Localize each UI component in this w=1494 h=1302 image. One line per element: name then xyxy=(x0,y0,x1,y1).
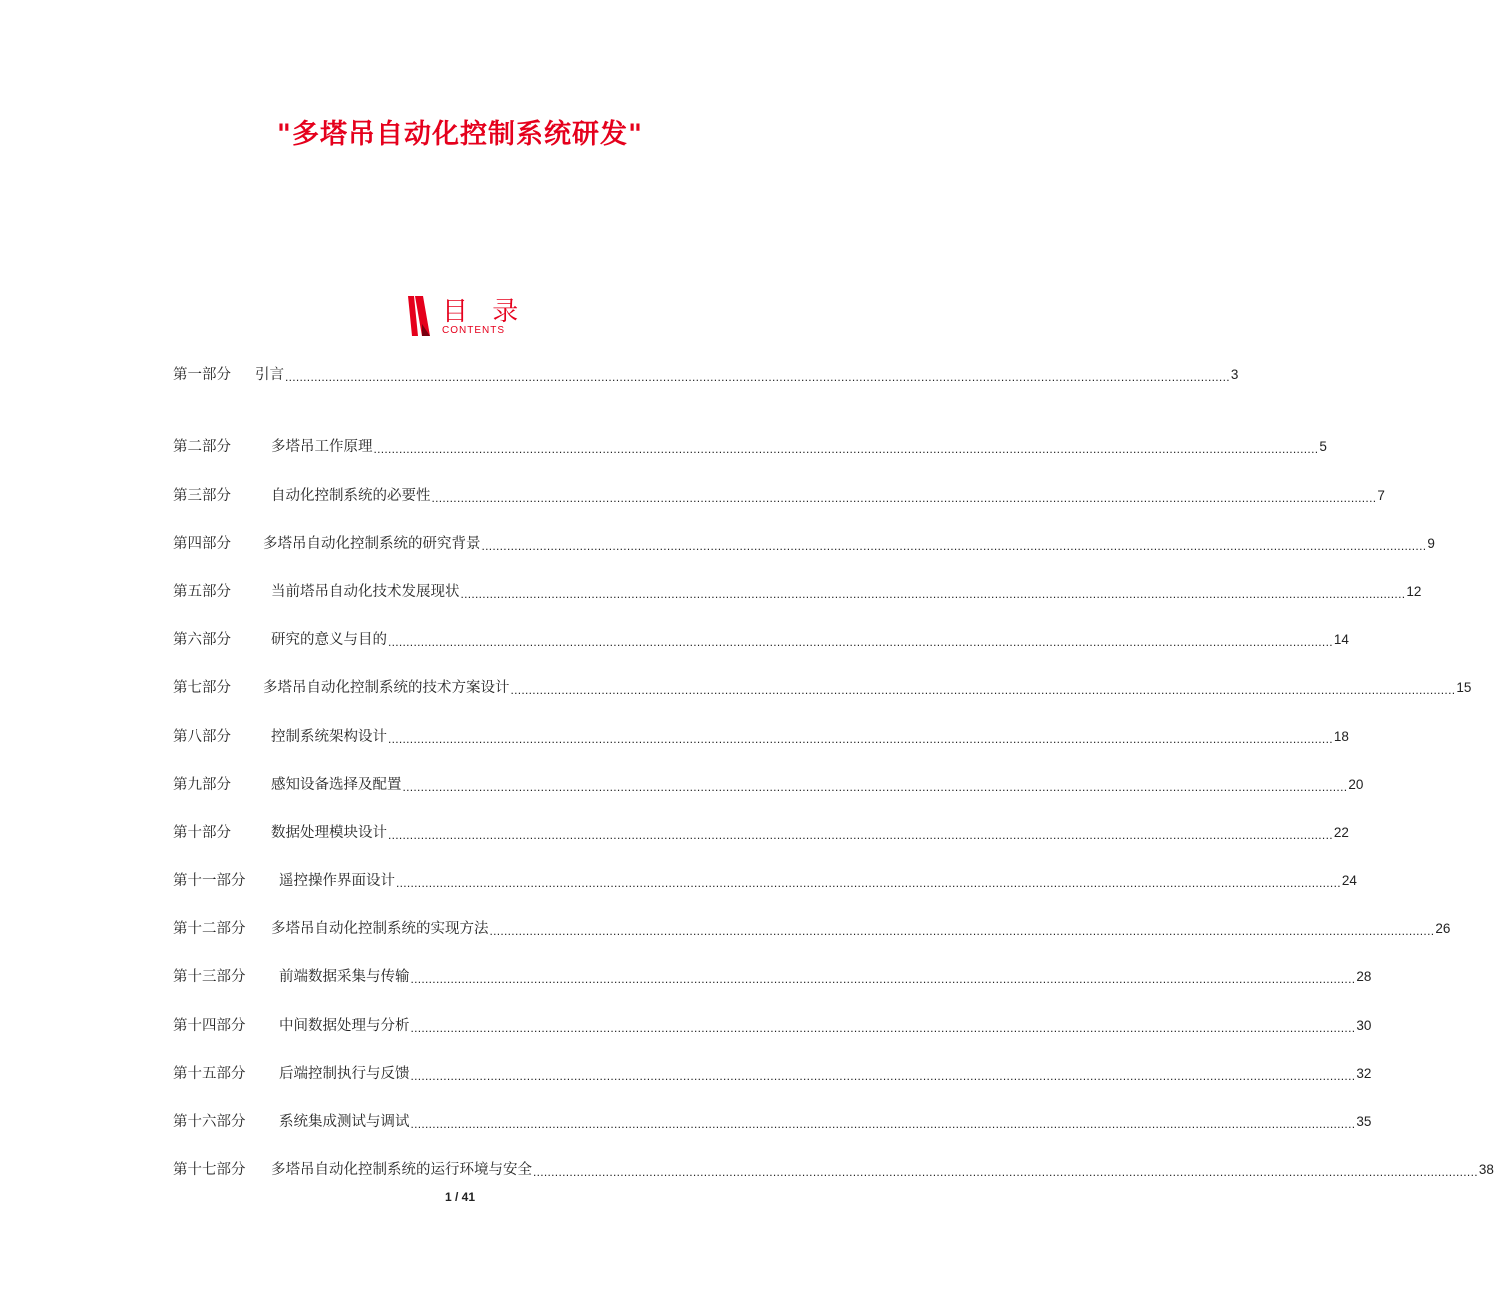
toc-bars-icon xyxy=(405,294,439,338)
toc-entry-part: 第十部分 xyxy=(173,824,231,841)
toc-entry-page: 30 xyxy=(1356,1017,1372,1033)
toc-entry-page: 14 xyxy=(1333,632,1349,648)
toc-entry-page: 5 xyxy=(1319,439,1327,455)
toc-entry[interactable] xyxy=(173,652,1472,700)
toc-heading: 目 录 xyxy=(442,297,527,327)
toc-entry-page: 26 xyxy=(1435,921,1451,937)
toc-entry-part: 第九部分 xyxy=(173,776,231,793)
toc-entry-page: 7 xyxy=(1377,487,1385,503)
dot-leader: .................................................................................................................................................................................................................................................................... xyxy=(431,490,1377,505)
toc-entry-page: 18 xyxy=(1333,728,1349,744)
toc-entry-title: 遥控操作界面设计 xyxy=(279,873,395,890)
toc-entry-title: 数据处理模块设计 xyxy=(271,824,387,841)
toc-entry-part: 第十一部分 xyxy=(173,873,246,890)
toc-entry-page: 38 xyxy=(1478,1162,1494,1178)
toc-entry-page: 12 xyxy=(1406,583,1422,599)
toc-entry-part: 第七部分 xyxy=(173,680,231,697)
toc-entry-title: 控制系统架构设计 xyxy=(271,728,387,745)
toc-entry-part: 第六部分 xyxy=(173,632,231,649)
toc-entry-part: 第十六部分 xyxy=(173,1114,246,1130)
toc-entry-part: 第五部分 xyxy=(173,583,231,600)
toc-entry[interactable] xyxy=(173,411,1327,459)
toc-entry-title: 自动化控制系统的必要性 xyxy=(271,487,431,504)
dot-leader: .................................................................................................................................................................................................................................................................... xyxy=(396,876,1341,891)
toc-entry-part: 第十四部分 xyxy=(173,1017,246,1034)
dot-leader: .................................................................................................................................................................................................................................................................... xyxy=(402,779,1348,794)
dot-leader: .................................................................................................................................................................................................................................................................... xyxy=(373,442,1319,457)
toc-entry-part: 第十五部分 xyxy=(173,1065,246,1082)
dot-leader: .................................................................................................................................................................................................................................................................... xyxy=(481,538,1427,553)
toc-entry[interactable] xyxy=(173,1134,1494,1182)
toc-entry-title: 感知设备选择及配置 xyxy=(271,776,402,793)
dot-leader: .................................................................................................................................................................................................................................................................... xyxy=(410,972,1356,987)
dot-leader: .................................................................................................................................................................................................................................................................... xyxy=(410,1117,1356,1131)
toc-entry-page: 28 xyxy=(1356,969,1372,985)
dot-leader: .................................................................................................................................................................................................................................................................... xyxy=(285,370,1230,384)
toc-entry-page: 9 xyxy=(1427,535,1435,551)
toc-entry-title: 多塔吊自动化控制系统的运行环境与安全 xyxy=(271,1162,532,1179)
dot-leader: .................................................................................................................................................................................................................................................................... xyxy=(388,635,1333,650)
toc-entry-page: 20 xyxy=(1348,776,1364,792)
toc-entry[interactable] xyxy=(173,749,1364,797)
toc-entry-part: 第三部分 xyxy=(173,487,231,504)
toc-entry-title: 前端数据采集与传输 xyxy=(279,969,410,986)
toc-entry[interactable] xyxy=(173,508,1435,556)
toc-entry-title: 引言 xyxy=(255,367,284,383)
toc-entry-part: 第十三部分 xyxy=(173,969,246,986)
dot-leader: .................................................................................................................................................................................................................................................................... xyxy=(388,827,1333,842)
toc-subheading: CONTENTS xyxy=(442,325,505,336)
toc-logo xyxy=(405,294,525,342)
toc-entry[interactable] xyxy=(173,556,1422,604)
toc-entry-title: 多塔吊自动化控制系统的研究背景 xyxy=(263,535,481,552)
dot-leader: .................................................................................................................................................................................................................................................................... xyxy=(460,586,1406,601)
toc-entry[interactable] xyxy=(173,363,1239,387)
toc-entry-part: 第二部分 xyxy=(173,439,231,456)
toc-entry-part: 第一部分 xyxy=(173,367,231,383)
toc-entry-page: 24 xyxy=(1341,873,1357,889)
dot-leader: .................................................................................................................................................................................................................................................................... xyxy=(410,1068,1356,1083)
document-title: "多塔吊自动化控制系统研发" xyxy=(276,119,644,150)
toc-entry-page: 15 xyxy=(1456,680,1472,696)
toc-entry-title: 研究的意义与目的 xyxy=(271,632,387,649)
toc-entry-part: 第十七部分 xyxy=(173,1162,246,1179)
toc-entry[interactable] xyxy=(173,700,1349,748)
toc-entry[interactable] xyxy=(173,1038,1372,1086)
toc-entry-page: 3 xyxy=(1230,367,1239,382)
toc-entry-title: 多塔吊工作原理 xyxy=(271,439,373,456)
dot-leader: .................................................................................................................................................................................................................................................................... xyxy=(388,731,1333,746)
toc-entry-part: 第十二部分 xyxy=(173,921,246,938)
dot-leader: .................................................................................................................................................................................................................................................................... xyxy=(489,924,1435,939)
toc-entry-title: 多塔吊自动化控制系统的实现方法 xyxy=(271,921,489,938)
toc-entry[interactable] xyxy=(173,845,1357,893)
toc-entry[interactable] xyxy=(173,1086,1372,1134)
toc-entry[interactable] xyxy=(173,604,1349,652)
toc-entry-title: 后端控制执行与反馈 xyxy=(279,1065,410,1082)
dot-leader: .................................................................................................................................................................................................................................................................... xyxy=(533,1165,1478,1180)
toc-entry-page: 32 xyxy=(1356,1065,1372,1081)
toc-entry-page: 22 xyxy=(1333,824,1349,840)
toc-entry-part: 第四部分 xyxy=(173,535,231,552)
toc-entry[interactable] xyxy=(173,989,1372,1037)
toc-entry[interactable] xyxy=(173,893,1451,941)
toc-entry-title: 中间数据处理与分析 xyxy=(279,1017,410,1034)
toc-entry-title: 当前塔吊自动化技术发展现状 xyxy=(271,583,460,600)
toc-entry[interactable] xyxy=(173,797,1349,845)
toc-entry[interactable] xyxy=(173,459,1385,507)
dot-leader: .................................................................................................................................................................................................................................................................... xyxy=(410,1020,1356,1035)
toc-entry-title: 多塔吊自动化控制系统的技术方案设计 xyxy=(263,680,510,697)
page-indicator: 1 / 41 xyxy=(444,1190,476,1204)
toc-entry-part: 第八部分 xyxy=(173,728,231,745)
toc-entry[interactable] xyxy=(173,941,1372,989)
toc-list xyxy=(173,363,1494,1182)
toc-entry-title: 系统集成测试与调试 xyxy=(279,1114,410,1130)
dot-leader: .................................................................................................................................................................................................................................................................... xyxy=(510,683,1456,698)
toc-entry-page: 35 xyxy=(1356,1114,1372,1129)
